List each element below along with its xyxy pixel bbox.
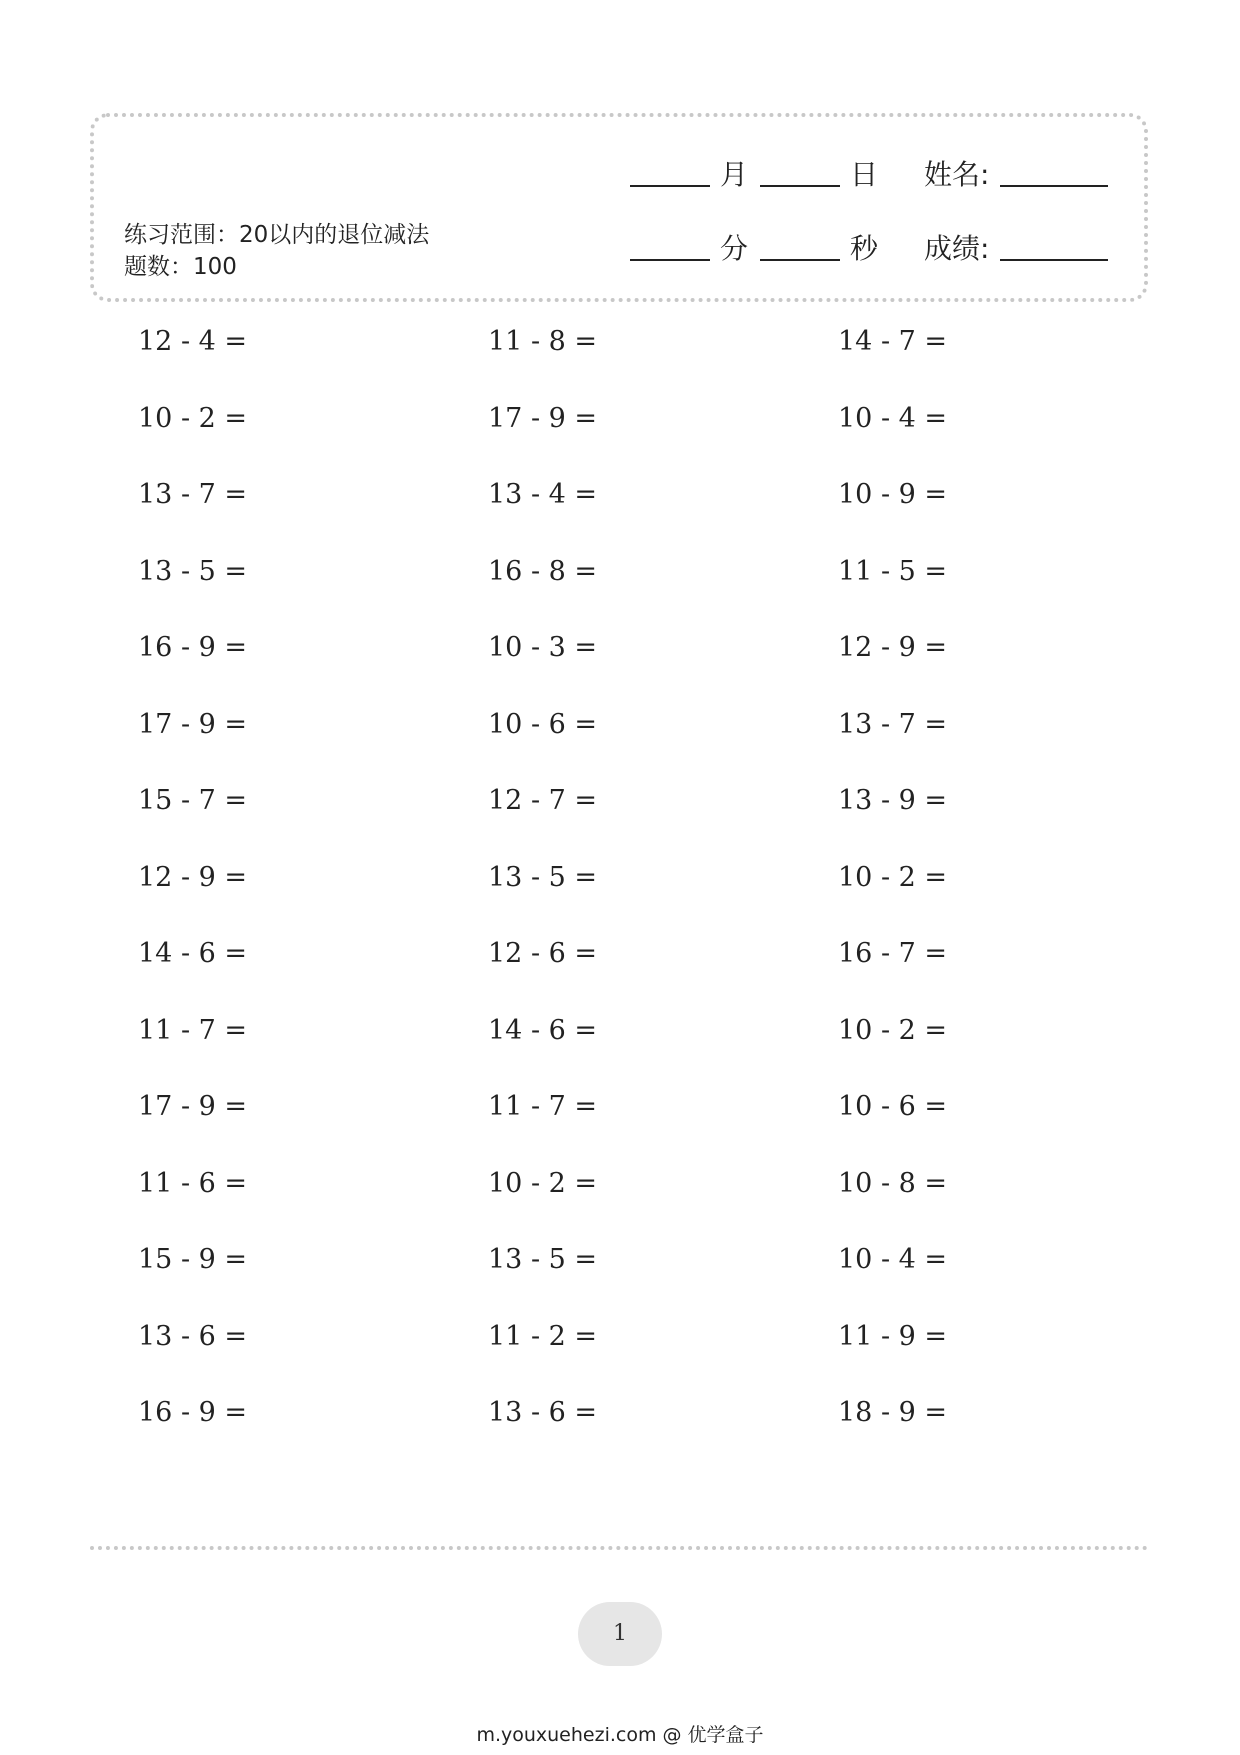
problem-item: 12 - 9 =	[138, 861, 248, 893]
problem-item: 11 - 7 =	[488, 1091, 598, 1122]
month-label: 月	[720, 158, 749, 191]
problem-item: 10 - 2 =	[488, 1167, 598, 1199]
score-blank[interactable]	[1000, 259, 1108, 261]
name-blank[interactable]	[1000, 185, 1108, 187]
page-number: 1	[578, 1602, 662, 1666]
time-score-row	[630, 227, 1130, 271]
problem-item: 11 - 8 =	[488, 326, 598, 357]
minute-blank[interactable]	[630, 259, 710, 261]
problem-item: 13 - 6 =	[488, 1397, 598, 1428]
problem-item: 13 - 5 =	[138, 555, 248, 587]
problem-item: 18 - 9 =	[838, 1397, 948, 1428]
problem-item: 12 - 7 =	[488, 785, 598, 816]
date-name-row	[630, 153, 1130, 197]
problem-item: 16 - 8 =	[488, 555, 598, 587]
problem-item: 14 - 6 =	[488, 1014, 598, 1046]
problem-item: 11 - 5 =	[838, 555, 948, 587]
problem-item: 11 - 2 =	[488, 1320, 598, 1352]
problem-item: 12 - 4 =	[138, 326, 248, 357]
problem-item: 11 - 7 =	[138, 1014, 248, 1046]
problem-item: 10 - 6 =	[838, 1091, 948, 1122]
day-blank[interactable]	[760, 185, 840, 187]
problem-item: 10 - 9 =	[838, 479, 948, 510]
month-blank[interactable]	[630, 185, 710, 187]
scope-label: 练习范围：	[124, 222, 239, 248]
practice-info	[124, 219, 454, 283]
problem-item: 10 - 2 =	[838, 1014, 948, 1046]
problem-item: 16 - 9 =	[138, 632, 248, 663]
problem-item: 10 - 6 =	[488, 708, 598, 740]
problem-item: 15 - 7 =	[138, 785, 248, 816]
problem-item: 14 - 6 =	[138, 938, 248, 969]
problem-item: 10 - 2 =	[138, 402, 248, 434]
problem-item: 15 - 9 =	[138, 1244, 248, 1275]
problem-item: 10 - 3 =	[488, 632, 598, 663]
problem-item: 11 - 9 =	[838, 1320, 948, 1352]
problem-item: 13 - 5 =	[488, 861, 598, 893]
problem-item: 10 - 4 =	[838, 402, 948, 434]
second-blank[interactable]	[760, 259, 840, 261]
problem-item: 12 - 9 =	[838, 632, 948, 663]
problem-item: 16 - 9 =	[138, 1397, 248, 1428]
day-label: 日	[850, 158, 879, 191]
problem-item: 13 - 9 =	[838, 785, 948, 816]
name-label: 姓名:	[924, 158, 990, 191]
problem-item: 14 - 7 =	[838, 326, 948, 357]
problem-item: 16 - 7 =	[838, 938, 948, 969]
problem-item: 10 - 2 =	[838, 861, 948, 893]
footer-divider	[90, 1546, 1148, 1550]
problem-item: 13 - 7 =	[138, 479, 248, 510]
problem-item: 13 - 7 =	[838, 708, 948, 740]
score-label: 成绩:	[924, 232, 990, 265]
count-value: 100	[193, 254, 237, 280]
scope-value: 20以内的退位减法	[239, 222, 430, 248]
count-label: 题数：	[124, 254, 193, 280]
problem-item: 13 - 5 =	[488, 1244, 598, 1275]
minute-label: 分	[720, 232, 749, 265]
problem-item: 17 - 9 =	[138, 1091, 248, 1122]
site-credit: m.youxuehezi.com @ 优学盒子	[476, 1724, 764, 1746]
second-label: 秒	[850, 232, 879, 265]
problem-item: 13 - 4 =	[488, 479, 598, 510]
problem-item: 11 - 6 =	[138, 1167, 248, 1199]
problem-item: 13 - 6 =	[138, 1320, 248, 1352]
problem-item: 10 - 8 =	[838, 1167, 948, 1199]
problem-item: 10 - 4 =	[838, 1244, 948, 1275]
problem-item: 12 - 6 =	[488, 938, 598, 969]
problem-item: 17 - 9 =	[488, 402, 598, 434]
problem-item: 17 - 9 =	[138, 708, 248, 740]
